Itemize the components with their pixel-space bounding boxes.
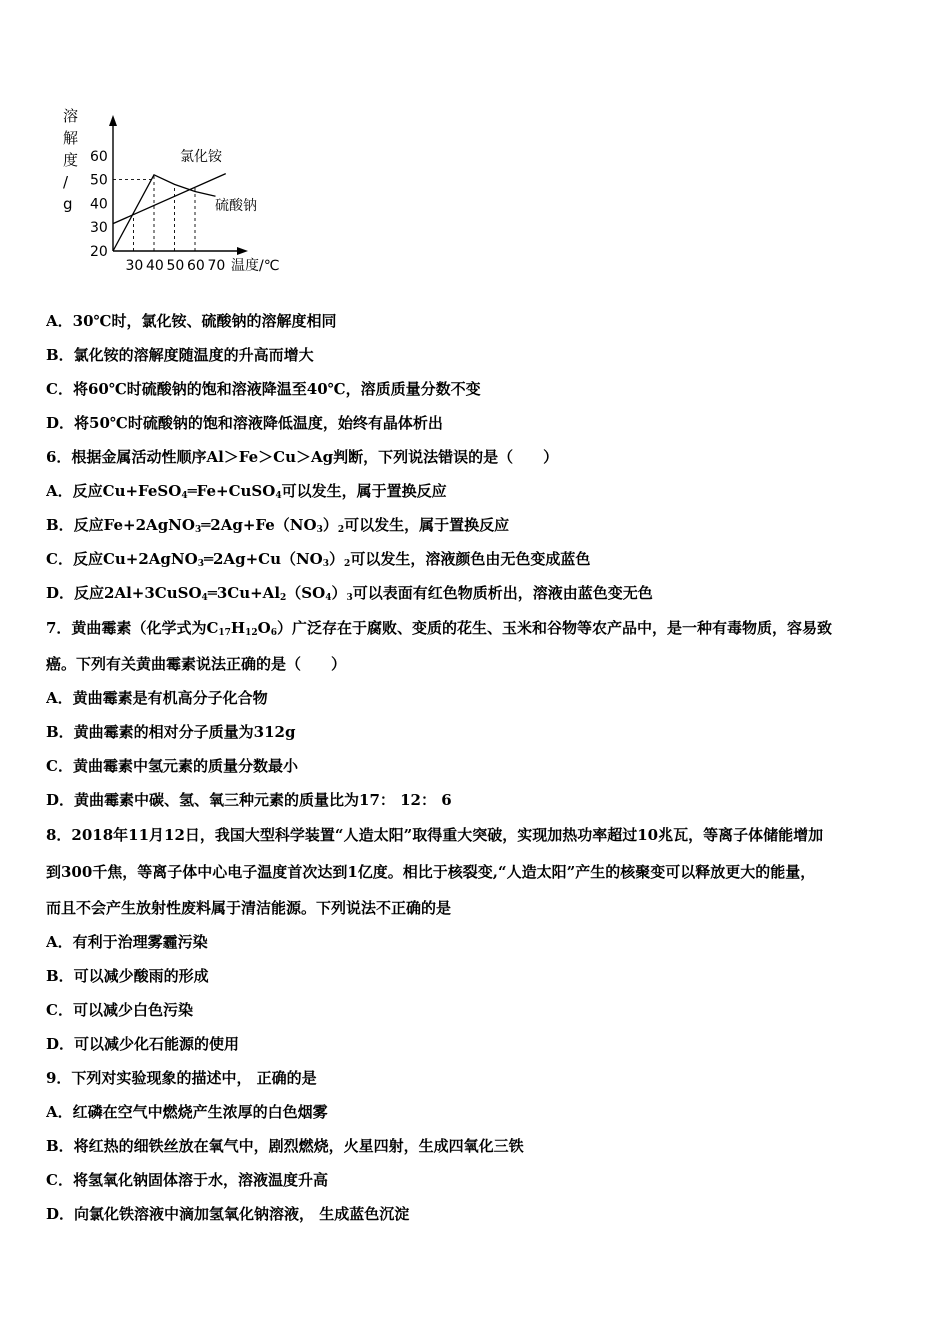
series-label-ammonium-chloride: 氯化铵 — [180, 149, 222, 165]
text-run: B．将红热的细铁丝放在氧气中，剧烈燃烧，火星四射，生成四氧化三铁 — [46, 1137, 524, 1155]
text-run: B．反应Fe+2AgNO — [46, 516, 195, 534]
subscript: 3 — [316, 525, 323, 535]
chart-axes — [109, 115, 248, 255]
line-q7-a — [46, 681, 916, 715]
text-run: 7．黄曲霉素（化学式为C — [46, 619, 219, 637]
text-run: 而且不会产生放射性废料属于清洁能源。下列说法不正确的是 — [46, 899, 452, 917]
x-axis-label: 温度/℃ — [231, 258, 280, 274]
text-run: A．有利于治理雾霾污染 — [46, 933, 208, 951]
line-q7-b — [46, 715, 916, 749]
text-run: 癌。下列有关黄曲霉素说法正确的是（ ） — [46, 655, 347, 673]
text-run: C．可以减少白色污染 — [46, 1001, 193, 1019]
line-q7-d — [46, 783, 916, 817]
solubility-chart — [55, 104, 295, 279]
series-label-sodium-sulfate: 硫酸钠 — [215, 198, 257, 214]
line-q6-d — [46, 576, 916, 610]
x-tick-label: 60 — [187, 258, 205, 274]
subscript: 6 — [270, 628, 277, 638]
y-tick-label: 40 — [90, 196, 108, 213]
subscript: 3 — [322, 559, 330, 569]
text-run: 9．下列对实验现象的描述中， 正确的是 — [46, 1069, 317, 1087]
line-q6-b — [46, 508, 916, 542]
subscript: 3 — [346, 593, 353, 603]
text-run: A．30℃时，氯化铵、硫酸钠的溶解度相同 — [46, 312, 337, 330]
y-axis-arrow — [109, 115, 117, 126]
x-tick-label: 30 — [125, 258, 144, 274]
text-run: ═Fe+CuSO — [187, 482, 276, 500]
text-run: D．向氯化铁溶液中滴加氢氧化钠溶液， 生成蓝色沉淀 — [46, 1205, 410, 1223]
text-run: 可以发生，属于置换反应 — [281, 482, 447, 500]
text-run: C．将氢氧化钠固体溶于水，溶液温度升高 — [46, 1171, 328, 1189]
x-tick-label: 70 — [207, 258, 226, 274]
text-run: 6．根据金属活动性顺序Al＞Fe＞Cu＞Ag判断，下列说法错误的是（ ） — [46, 448, 559, 466]
text-run: 可以表面有红色物质析出，溶液由蓝色变无色 — [352, 584, 653, 602]
line-q5-c — [46, 372, 916, 406]
text-run: H — [230, 619, 246, 637]
text-run: D．反应2Al+3CuSO — [46, 584, 202, 602]
question-text — [46, 304, 916, 1231]
y-axis-label-char: 溶 — [63, 107, 79, 125]
text-run: C．黄曲霉素中氢元素的质量分数最小 — [46, 757, 298, 775]
series-line-1 — [113, 175, 216, 251]
text-run: 到300千焦，等离子体中心电子温度首次达到1亿度。相比于核裂变,“人造太阳”产生的核聚变可以释放更大的能量， — [46, 863, 816, 881]
text-run: O — [257, 619, 271, 637]
subscript: 4 — [325, 593, 332, 603]
line-q5-b — [46, 338, 916, 372]
text-run: A．红磷在空气中燃烧产生浓厚的白色烟雾 — [46, 1103, 328, 1121]
subscript: 3 — [197, 559, 204, 569]
chart-guide-lines — [113, 175, 195, 251]
series-line-0 — [113, 174, 226, 224]
y-tick-label: 50 — [90, 172, 108, 189]
line-q5-a — [46, 304, 916, 338]
subscript: 4 — [181, 491, 188, 501]
subscript: 17 — [218, 628, 231, 638]
text-run: B．可以减少酸雨的形成 — [46, 967, 209, 985]
text-run: A．黄曲霉素是有机高分子化合物 — [46, 689, 268, 707]
text-run: （SO — [286, 584, 326, 602]
line-q8-3 — [46, 891, 916, 925]
chart-series — [113, 149, 257, 251]
text-run: ） — [331, 584, 347, 602]
line-q6-a — [46, 474, 916, 508]
x-axis-arrow — [237, 247, 248, 255]
text-run: C．将60℃时硫酸钠的饱和溶液降温至40℃，溶质质量分数不变 — [46, 380, 481, 398]
text-run: ═2Ag+Fe（NO — [201, 516, 317, 534]
text-run: D．可以减少化石能源的使用 — [46, 1035, 240, 1053]
text-run: ） — [329, 550, 345, 568]
text-run: ═2Ag+Cu（NO — [203, 550, 323, 568]
line-q6 — [46, 440, 916, 474]
line-q8-b — [46, 959, 916, 993]
line-q8-1 — [46, 817, 916, 854]
y-axis-label-char: / — [63, 173, 69, 191]
subscript: 2 — [280, 593, 287, 603]
line-q7-1 — [46, 610, 916, 647]
y-tick-label: 20 — [90, 244, 108, 260]
line-q8-2 — [46, 854, 916, 891]
line-q8-d — [46, 1027, 916, 1061]
text-run: C．反应Cu+2AgNO — [46, 550, 198, 568]
line-q6-c — [46, 542, 916, 576]
subscript: 2 — [344, 559, 351, 569]
text-run: 可以发生，溶液颜色由无色变成蓝色 — [350, 550, 591, 568]
text-run: D．黄曲霉素中碳、氢、氧三种元素的质量比为17： 12： 6 — [46, 791, 452, 809]
text-run: B．氯化铵的溶解度随温度的升高而增大 — [46, 346, 314, 364]
subscript: 3 — [194, 525, 202, 535]
subscript: 4 — [201, 593, 208, 603]
text-run: A．反应Cu+FeSO — [46, 482, 182, 500]
text-run: 8．2018年11月12日，我国大型科学装置“人造太阳”取得重大突破，实现加热功率超过10兆瓦，等离子体储能增加 — [46, 826, 824, 844]
y-tick-label: 60 — [90, 148, 108, 165]
y-axis-label-char: g — [63, 195, 73, 213]
text-run: ═3Cu+Al — [207, 584, 281, 602]
text-run: B．黄曲霉素的相对分子质量为312g — [46, 723, 296, 741]
line-q8-c — [46, 993, 916, 1027]
y-tick-label: 30 — [90, 220, 108, 237]
line-q8-a — [46, 925, 916, 959]
line-q7-c — [46, 749, 916, 783]
line-q5-d — [46, 406, 916, 440]
text-run: ） — [322, 516, 338, 534]
line-q9 — [46, 1061, 916, 1095]
text-run: 可以发生，属于置换反应 — [344, 516, 510, 534]
y-tick-labels — [90, 149, 108, 260]
line-q7-2 — [46, 647, 916, 681]
line-q9-a — [46, 1095, 916, 1129]
x-tick-labels — [126, 258, 226, 274]
y-axis-label-char: 解 — [63, 129, 79, 147]
line-q9-d — [46, 1197, 916, 1231]
x-tick-label: 50 — [166, 258, 185, 274]
subscript: 12 — [245, 628, 258, 638]
y-axis-label — [63, 107, 78, 213]
line-q9-c — [46, 1163, 916, 1197]
text-run: ）广泛存在于腐败、变质的花生、玉米和谷物等农产品中，是一种有毒物质，容易致 — [276, 619, 832, 637]
subscript: 2 — [337, 525, 345, 535]
text-run: D．将50℃时硫酸钠的饱和溶液降低温度，始终有晶体析出 — [46, 414, 443, 432]
y-axis-label-char: 度 — [63, 151, 79, 169]
line-q9-b — [46, 1129, 916, 1163]
subscript: 4 — [275, 491, 282, 501]
x-tick-label: 40 — [146, 258, 164, 274]
